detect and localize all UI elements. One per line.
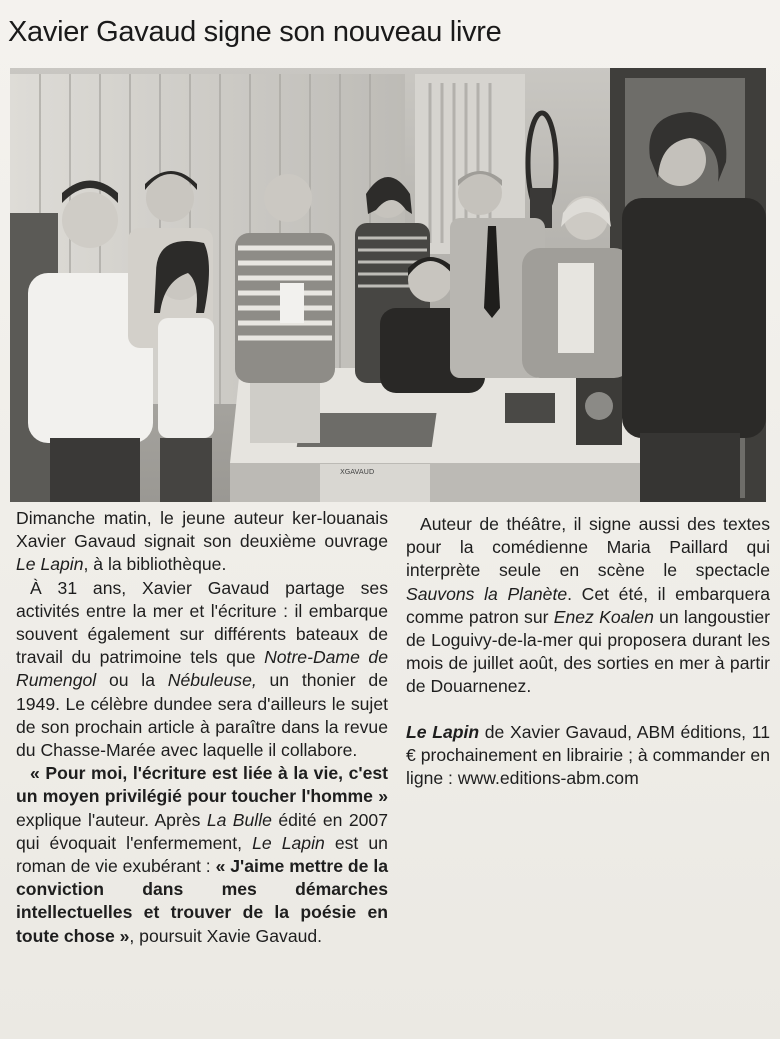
article-paragraph: « Pour moi, l'écriture est liée à la vie, c'est un moyen privilégié pour toucher l'homme » explique l'auteur. Après La Bulle édité en 2007 qui évoquait l'enfermement, Le Lapin est un roman de vie exubérant : « J'aime mettre de la conviction dans mes démarches intellectuelles et trouver de la poésie en toute chose », poursuit Xavie Gavaud. <box>16 763 388 946</box>
article-column-left <box>16 507 388 948</box>
article-paragraph: Dimanche matin, le jeune auteur ker-louanais Xavier Gavaud signait son deuxième ouvrage Le Lapin, à la bibliothèque. <box>16 508 388 575</box>
photo-illustration <box>10 68 766 502</box>
article-column-right <box>406 507 770 790</box>
article-photo <box>10 68 766 502</box>
quote: « Pour moi, l'écriture est liée à la vie, c'est un moyen privilégié pour toucher l'homme » <box>16 763 388 807</box>
article-paragraph: À 31 ans, Xavier Gavaud partage ses activités entre la mer et l'écriture : il embarque souvent également sur différents bateaux de travail du patrimoine tels que Notre-Dame de Rumengol ou la Nébuleuse, un thonier de 1949. Le célèbre dundee sera d'ailleurs le sujet de son prochain article à paraître dans la revue du Chasse-Marée avec laquelle il collabore. <box>16 577 388 761</box>
headline: Xavier Gavaud signe son nouveau livre <box>8 16 502 48</box>
article-paragraph: Auteur de théâtre, il signe aussi des textes pour la comédienne Maria Paillard qui interprète seule en scène le spectacle Sauvons la Planète. Cet été, il embarquera comme patron sur Enez Koalen un langoustier de Loguivy-de-la-mer qui proposera durant les mois de juillet août, des sorties en mer à partir de Douarnenez. <box>406 514 770 697</box>
book-info: Le Lapin de Xavier Gavaud, ABM éditions, 11 € prochainement en librairie ; à commander en ligne : www.editions-abm.com <box>406 721 770 789</box>
quote: « J'aime mettre de la conviction dans mes démarches intellectuelles et trouver de la poésie en toute chose » <box>16 856 388 946</box>
table-panel-label: XGAVAUD <box>340 468 375 476</box>
